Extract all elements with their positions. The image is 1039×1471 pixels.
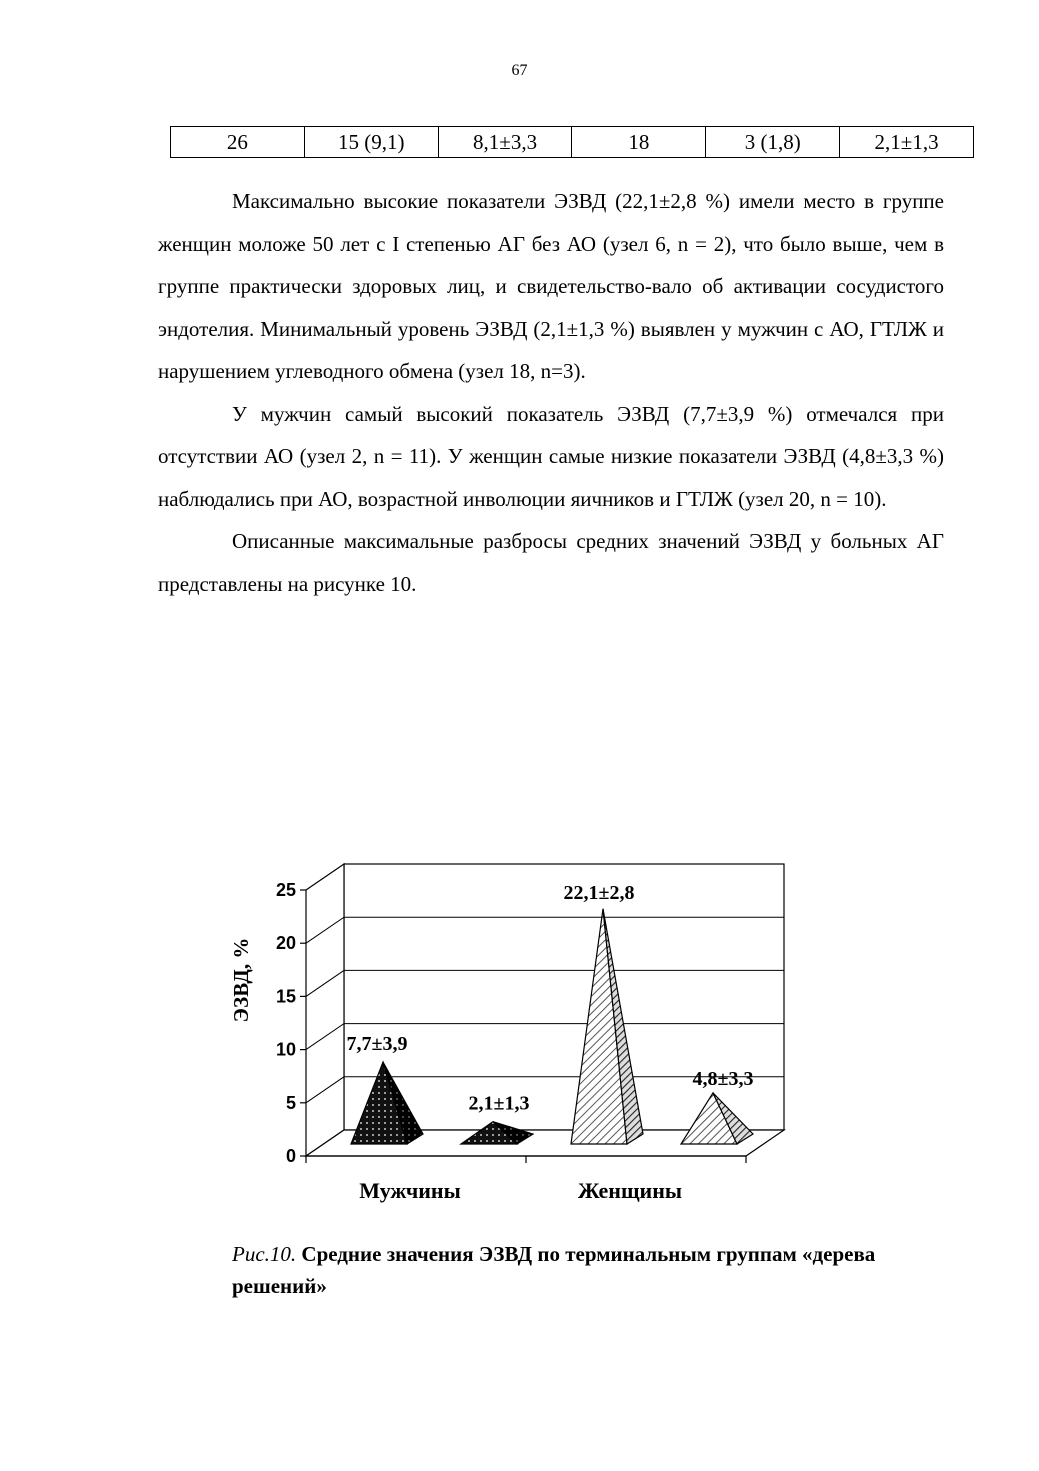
y-tick-label: 0 (285, 1146, 296, 1166)
body-text (158, 180, 944, 605)
y-tick-label: 5 (285, 1092, 296, 1113)
paragraph: Максимально высокие показатели ЭЗВД (22,1±2,8 %) имели место в группе женщин моложе 50 лет с I степенью АГ без АО (узел 6, n = 2), что было выше, чем в группе практически здоровых лиц, и свидетельство-вало об активации сосудистого эндотелия. Минимальный уровень ЭЗВД (2,1±1,3 %) выявлен у мужчин с АО, ГТЛЖ и нарушением углеводного обмена (узел 18, n=3). (158, 189, 944, 383)
data-label: 4,8±3,3 (692, 1067, 754, 1090)
side-wall (306, 864, 344, 1156)
back-wall (344, 864, 784, 1130)
page-number: 67 (511, 62, 528, 79)
data-label: 7,7±3,9 (346, 1033, 408, 1056)
table-cell: 2,1±1,3 (840, 127, 974, 158)
table-row (171, 127, 974, 158)
y-tick-label: 10 (275, 1039, 296, 1060)
paragraph: У мужчин самый высокий показатель ЭЗВД (7,7±3,9 %) отмечался при отсутствии АО (узел 2, n = 11). У женщин самые низкие показатели ЭЗВД (4,8±3,3 %) наблюдались при АО, возрастной инволюции яичников и ГТЛЖ (узел 20, n = 10). (158, 401, 944, 511)
paragraph: Описанные максимальные разбросы средних значений ЭЗВД у больных АГ представлены на рисунке 10. (158, 529, 944, 596)
table-continuation (170, 126, 974, 158)
figure-10-chart (220, 790, 800, 1220)
y-tick-label: 25 (275, 880, 296, 900)
table-cell: 3 (1,8) (706, 127, 840, 158)
y-tick-label: 20 (275, 933, 296, 954)
x-category-label: Женщины (577, 1178, 683, 1203)
figure-label: Рис.10. (232, 1242, 297, 1266)
table-cell: 18 (572, 127, 706, 158)
table-cell: 26 (171, 127, 305, 158)
figure-title: Средние значения ЭЗВД по терминальным группам «дерева решений» (232, 1242, 876, 1298)
y-axis-label: ЭЗВД, % (229, 937, 253, 1023)
y-tick-label: 15 (275, 986, 296, 1007)
table-cell: 8,1±3,3 (438, 127, 572, 158)
data-label: 2,1±1,3 (468, 1092, 530, 1115)
data-label: 22,1±2,8 (563, 881, 635, 904)
figure-caption (232, 1238, 952, 1302)
table-cell: 15 (9,1) (304, 127, 438, 158)
x-category-label: Мужчины (359, 1178, 461, 1203)
